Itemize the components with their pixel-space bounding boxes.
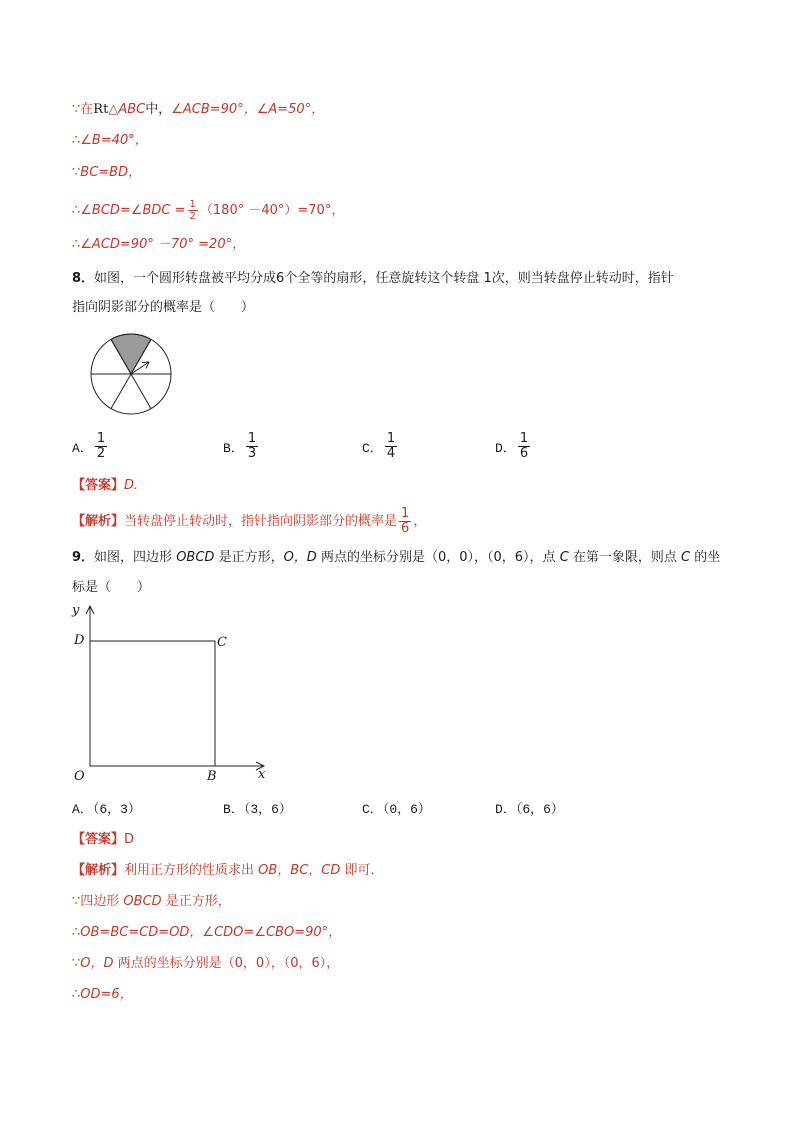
question-number: 8． [72, 271, 95, 286]
point-c-label: C [217, 635, 227, 650]
solution-line-2: ∴∠B=40°， [72, 133, 148, 148]
because-symbol: ∵ [72, 894, 81, 909]
because-symbol: ∵ [72, 165, 81, 180]
q9-option-b[interactable]: B．（3，6） [223, 802, 292, 817]
question-number: 9． [72, 550, 95, 565]
coordinate-figure [68, 600, 278, 790]
answer-tag: 【答案】 [72, 832, 125, 847]
therefore-symbol: ∴ [72, 925, 81, 940]
q8-option-a[interactable]: A． $\frac{1}{2}$ [72, 431, 106, 461]
question-9-text-line-1: 9．如图，四边形 OBCD 是正方形，O，D 两点的坐标分别是（0，0），（0，6），点 C 在第一象限，则点 C 的坐 [72, 550, 721, 565]
option-fraction: $\frac{1}{3}$ [247, 431, 257, 461]
solution-line-5: ∴∠ACD=90° －70° =20°， [72, 237, 246, 252]
solution-line-4: ∴∠BCD=∠BDC = $\frac{1}{2}$ （180° －40°）=70°， [72, 199, 345, 222]
therefore-symbol: ∴ [72, 133, 81, 148]
point-b-label: B [207, 769, 217, 784]
q9-step-1: ∵四边形 OBCD 是正方形， [72, 894, 231, 909]
answer-tag: 【答案】 [72, 478, 125, 493]
therefore-symbol: ∴ [72, 987, 81, 1002]
question-9-text-line-2: 标是（ ） [72, 580, 151, 595]
q8-analysis: 【解析】当转盘停止转动时，指针指向阴影部分的概率是 $\frac{1}{6}$ ， [72, 506, 427, 536]
question-8-text-line-1: 8．如图，一个圆形转盘被平均分成6个全等的扇形，任意旋转这个转盘 1次，则当转盘停止转动时，指针 [72, 271, 674, 286]
q9-answer: 【答案】D [72, 832, 135, 847]
q9-analysis: 【解析】利用正方形的性质求出 OB，BC，CD 即可． [72, 863, 384, 878]
solution-line-3: ∵BC=BD， [72, 165, 142, 180]
option-fraction: $\frac{1}{4}$ [386, 431, 396, 461]
q9-option-a[interactable]: A．（6，3） [72, 802, 141, 817]
spinner-figure [88, 331, 174, 417]
q9-step-4: ∴OD=6， [72, 987, 133, 1002]
shaded-sector [111, 334, 151, 374]
q8-option-c[interactable]: C． $\frac{1}{4}$ [362, 431, 396, 461]
q8-answer: 【答案】D. [72, 478, 139, 493]
q9-step-2: ∴OB=BC=CD=OD，∠CDO=∠CBO=90°， [72, 925, 342, 940]
q8-option-d[interactable]: D． $\frac{1}{6}$ [495, 431, 529, 461]
square-obcd [90, 641, 215, 766]
q9-option-c[interactable]: C．（0，6） [362, 802, 431, 817]
option-fraction: $\frac{1}{6}$ [519, 431, 529, 461]
q9-step-3: ∵O，D 两点的坐标分别是（0，0），（0，6）， [72, 956, 340, 971]
therefore-symbol: ∴ [72, 203, 81, 218]
because-symbol: ∵ [72, 956, 81, 971]
analysis-fraction: $\frac{1}{6}$ [401, 506, 410, 536]
point-o-label: O [74, 769, 85, 784]
q9-option-d[interactable]: D．（6，6） [495, 802, 564, 817]
point-d-label: D [74, 633, 85, 648]
q8-option-b[interactable]: B． $\frac{1}{3}$ [223, 431, 257, 461]
option-fraction: $\frac{1}{2}$ [96, 431, 106, 461]
analysis-tag: 【解析】 [72, 514, 125, 529]
question-8-text-line-2: 指向阴影部分的概率是（ ） [72, 300, 255, 315]
fraction-one-half: $\frac{1}{2}$ [189, 199, 196, 222]
x-axis-label: x [258, 767, 266, 782]
therefore-symbol: ∴ [72, 237, 81, 252]
because-symbol: ∵ [72, 102, 81, 117]
solution-line-1: ∵在Rt△ABC中，∠ACB=90°，∠A=50°， [72, 102, 325, 117]
analysis-tag: 【解析】 [72, 863, 125, 878]
y-axis-label: y [72, 603, 80, 618]
